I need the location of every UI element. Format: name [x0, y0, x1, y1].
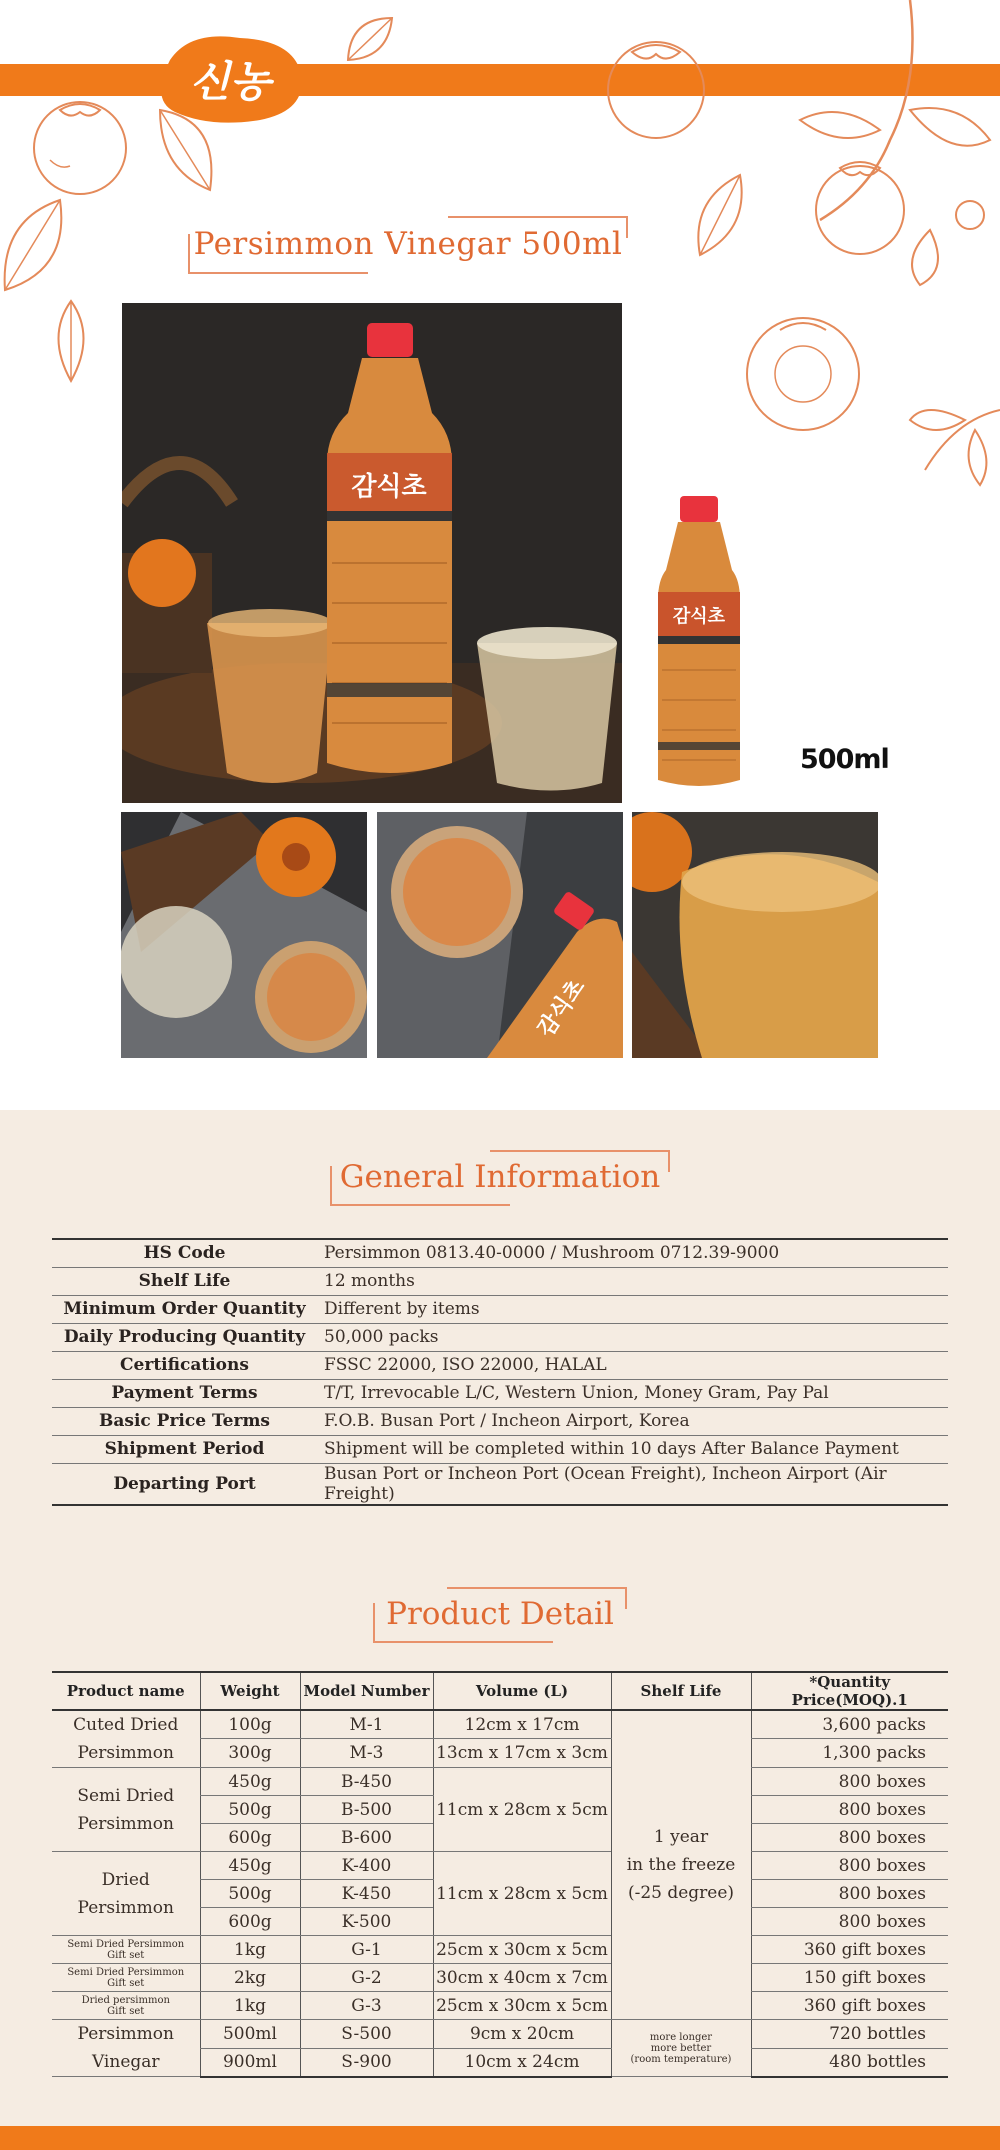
- info-key: Shipment Period: [104, 1439, 265, 1459]
- model-cell: B-600: [300, 1824, 433, 1852]
- info-value: Different by items: [324, 1299, 480, 1319]
- info-key: Daily Producing Quantity: [63, 1327, 306, 1347]
- model-cell: K-500: [300, 1908, 433, 1936]
- model-cell: G-3: [300, 1992, 433, 2020]
- model-cell: G-1: [300, 1936, 433, 1964]
- leaf-illustration-icon: [340, 10, 400, 70]
- model-cell: M-1: [300, 1710, 433, 1739]
- info-value: F.O.B. Busan Port / Incheon Airport, Korea: [324, 1411, 690, 1431]
- model-cell: G-2: [300, 1964, 433, 1992]
- quantity-cell: 150 gift boxes: [751, 1964, 948, 1992]
- persimmon-illustration-icon: [596, 28, 716, 148]
- weight-cell: 900ml: [200, 2048, 300, 2077]
- leaf-illustration-icon: [46, 296, 96, 386]
- bottle-label-text: 감식초: [672, 606, 726, 627]
- size-label: 500ml: [800, 744, 889, 775]
- bottle-label-text: 감식초: [351, 472, 427, 502]
- weight-cell: 500g: [200, 1880, 300, 1908]
- info-value: Persimmon 0813.40-0000 / Mushroom 0712.39-9000: [324, 1243, 780, 1264]
- table-row: [52, 1964, 948, 1992]
- column-header: Product name: [52, 1672, 200, 1710]
- shelf-life-cell: more longer more better (room temperature): [611, 2020, 751, 2077]
- persimmon-branch-illustration-icon: [780, 0, 1000, 290]
- product-name-cell: Dried Persimmon: [52, 1852, 200, 1936]
- column-header: *Quantity Price(MOQ).1: [751, 1672, 948, 1710]
- quantity-cell: 800 boxes: [751, 1796, 948, 1824]
- model-cell: S-500: [300, 2020, 433, 2049]
- info-key: Minimum Order Quantity: [63, 1299, 306, 1319]
- quantity-cell: 480 bottles: [751, 2048, 948, 2077]
- leaf-branch-illustration-icon: [905, 390, 1000, 490]
- info-value: Busan Port or Incheon Port (Ocean Freight), Incheon Airport (Air Freight): [324, 1463, 887, 1504]
- table-row: [52, 1710, 948, 1739]
- table-row: [52, 1435, 948, 1463]
- quantity-cell: 360 gift boxes: [751, 1992, 948, 2020]
- bottle-label-text: 감식초: [533, 974, 591, 1042]
- volume-cell: 10cm x 24cm: [433, 2048, 611, 2077]
- quantity-cell: 720 bottles: [751, 2020, 948, 2049]
- product-name-cell: Dried persimmon Gift set: [52, 1992, 200, 2020]
- general-information-table: [52, 1238, 948, 1506]
- info-key: Payment Terms: [111, 1383, 258, 1403]
- info-key: Departing Port: [113, 1473, 256, 1494]
- weight-cell: 1kg: [200, 1992, 300, 2020]
- page-title-text: Persimmon Vinegar 500ml: [193, 226, 623, 262]
- weight-cell: 450g: [200, 1852, 300, 1880]
- table-row: [52, 1463, 948, 1505]
- bottom-orange-band: [0, 2126, 1000, 2150]
- quantity-cell: 1,300 packs: [751, 1739, 948, 1768]
- product-detail-heading-text: Product Detail: [386, 1596, 614, 1632]
- table-row: [52, 1936, 948, 1964]
- volume-cell: 12cm x 17cm: [433, 1710, 611, 1739]
- table-row: [52, 1992, 948, 2020]
- weight-cell: 2kg: [200, 1964, 300, 1992]
- table-row: [52, 1267, 948, 1295]
- logo-text: 신농: [189, 57, 271, 106]
- column-header: Model Number: [300, 1672, 433, 1710]
- quantity-cell: 800 boxes: [751, 1768, 948, 1796]
- quantity-cell: 800 boxes: [751, 1908, 948, 1936]
- table-row: [52, 1351, 948, 1379]
- column-header: Weight: [200, 1672, 300, 1710]
- weight-cell: 1kg: [200, 1936, 300, 1964]
- product-detail-heading: [373, 1587, 627, 1643]
- persimmon-illustration-icon: [738, 306, 868, 436]
- info-value: T/T, Irrevocable L/C, Western Union, Money Gram, Pay Pal: [324, 1383, 829, 1403]
- weight-cell: 300g: [200, 1739, 300, 1768]
- volume-cell: 9cm x 20cm: [433, 2020, 611, 2049]
- info-value: FSSC 22000, ISO 22000, HALAL: [324, 1355, 607, 1375]
- weight-cell: 500ml: [200, 2020, 300, 2049]
- general-information-heading: [330, 1150, 670, 1206]
- weight-cell: 500g: [200, 1796, 300, 1824]
- info-value: 50,000 packs: [324, 1327, 439, 1347]
- table-row: [52, 1407, 948, 1435]
- volume-cell: 13cm x 17cm x 3cm: [433, 1739, 611, 1768]
- column-header: Volume (L): [433, 1672, 611, 1710]
- weight-cell: 450g: [200, 1768, 300, 1796]
- product-photo-thumbnail-1: [121, 812, 367, 1058]
- product-name-cell: Semi Dried Persimmon Gift set: [52, 1936, 200, 1964]
- model-cell: K-450: [300, 1880, 433, 1908]
- bottle-product-photo: [640, 480, 760, 795]
- volume-cell: 25cm x 30cm x 5cm: [433, 1992, 611, 2020]
- quantity-cell: 800 boxes: [751, 1824, 948, 1852]
- persimmon-illustration-icon: [20, 90, 140, 200]
- model-cell: M-3: [300, 1739, 433, 1768]
- product-name-cell: Semi Dried Persimmon: [52, 1768, 200, 1852]
- leaf-illustration-icon: [690, 170, 750, 260]
- info-key: Certifications: [120, 1355, 249, 1375]
- quantity-cell: 800 boxes: [751, 1852, 948, 1880]
- table-row: [52, 1323, 948, 1351]
- product-main-photo: [122, 303, 622, 803]
- quantity-cell: 800 boxes: [751, 1880, 948, 1908]
- model-cell: K-400: [300, 1852, 433, 1880]
- model-cell: S-900: [300, 2048, 433, 2077]
- table-row: [52, 1239, 948, 1267]
- table-row: [52, 1768, 948, 1796]
- page-title: [188, 216, 628, 274]
- info-value: 12 months: [324, 1271, 415, 1291]
- leaf-illustration-icon: [0, 190, 70, 300]
- volume-cell: 30cm x 40cm x 7cm: [433, 1964, 611, 1992]
- volume-cell: 25cm x 30cm x 5cm: [433, 1936, 611, 1964]
- quantity-cell: 3,600 packs: [751, 1710, 948, 1739]
- table-row: [52, 2020, 948, 2049]
- brand-logo: [150, 30, 310, 126]
- product-photo-thumbnail-2: [377, 812, 623, 1058]
- general-information-heading-text: General Information: [339, 1159, 661, 1195]
- info-key: Basic Price Terms: [99, 1411, 270, 1431]
- table-row: [52, 1852, 948, 1880]
- product-name-cell: Cuted Dried Persimmon: [52, 1710, 200, 1768]
- volume-cell: 11cm x 28cm x 5cm: [433, 1852, 611, 1936]
- model-cell: B-500: [300, 1796, 433, 1824]
- info-key: Shelf Life: [138, 1271, 231, 1291]
- shelf-life-cell: 1 year in the freeze (-25 degree): [611, 1710, 751, 2020]
- volume-cell: 11cm x 28cm x 5cm: [433, 1768, 611, 1852]
- weight-cell: 600g: [200, 1908, 300, 1936]
- column-header: Shelf Life: [611, 1672, 751, 1710]
- product-name-cell: Semi Dried Persimmon Gift set: [52, 1964, 200, 1992]
- table-row: [52, 1379, 948, 1407]
- info-key: HS Code: [143, 1243, 226, 1264]
- model-cell: B-450: [300, 1768, 433, 1796]
- weight-cell: 100g: [200, 1710, 300, 1739]
- table-row: [52, 1295, 948, 1323]
- product-name-cell: Persimmon Vinegar: [52, 2020, 200, 2077]
- product-detail-table: [52, 1671, 948, 2078]
- weight-cell: 600g: [200, 1824, 300, 1852]
- quantity-cell: 360 gift boxes: [751, 1936, 948, 1964]
- table-header-row: [52, 1672, 948, 1710]
- info-value: Shipment will be completed within 10 days After Balance Payment: [324, 1439, 899, 1459]
- product-photo-thumbnail-3: [632, 812, 878, 1058]
